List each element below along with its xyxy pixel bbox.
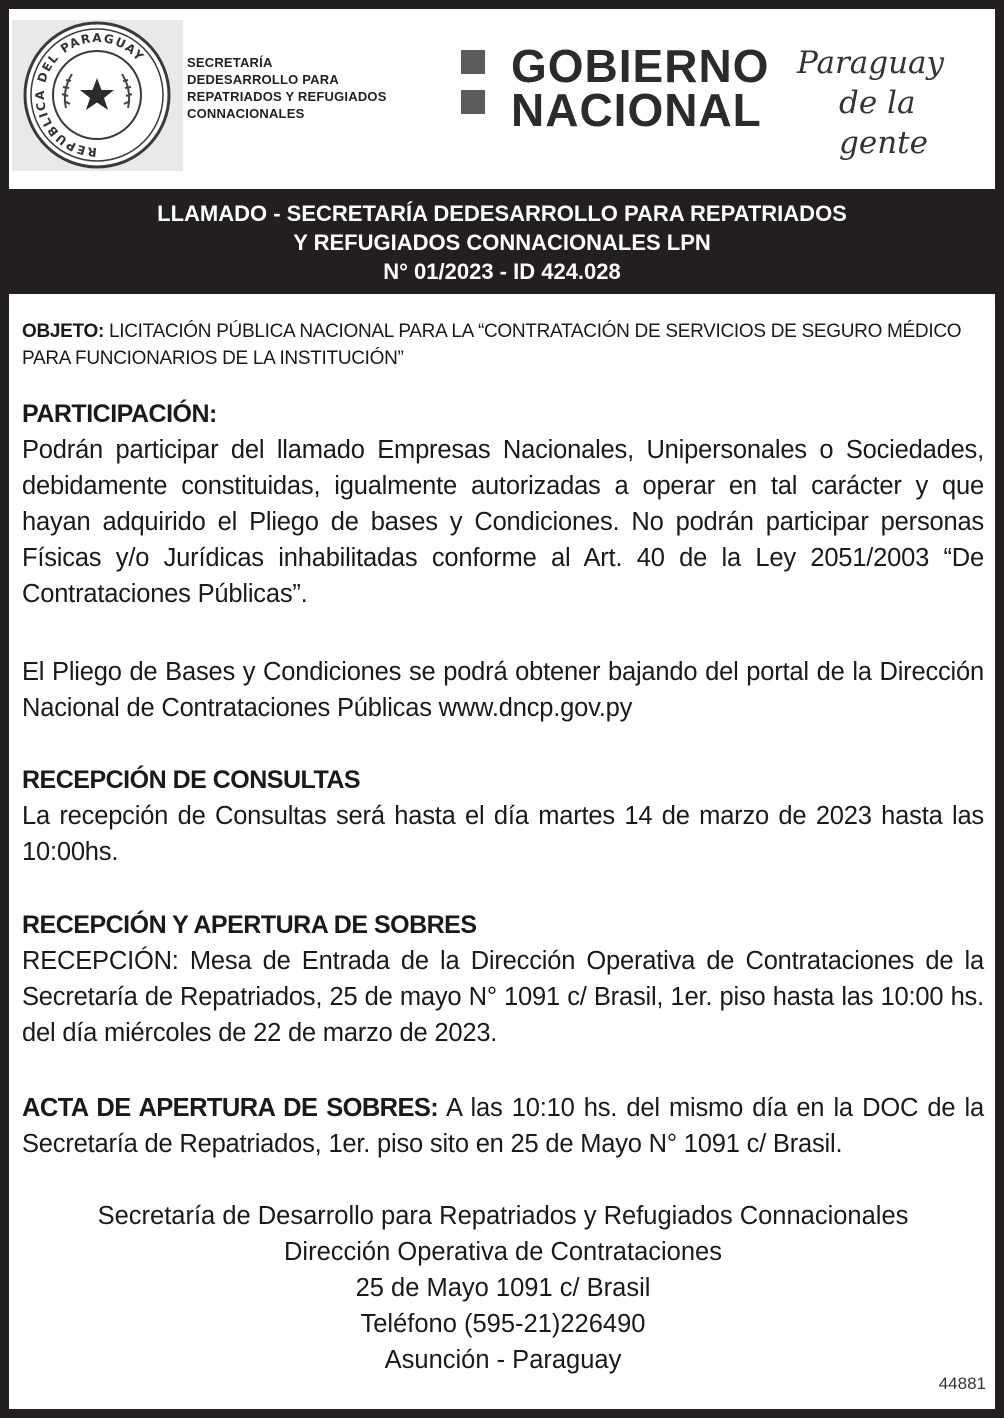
footer-department: Dirección Operativa de Contrataciones (284, 1238, 722, 1266)
title-line-2: Y REFUGIADOS CONNACIONALES LPN (293, 230, 711, 255)
consultas-text: La recepción de Consultas será hasta el día martes 14 de marzo de 2023 hasta las 10:00hs. (22, 802, 984, 866)
apertura-heading: RECEPCIÓN Y APERTURA DE SOBRES (22, 911, 477, 939)
consultas-section (22, 762, 984, 870)
participacion-section (22, 396, 984, 612)
apertura-section (22, 907, 984, 1051)
footer-contact (22, 1198, 984, 1378)
footer-city: Asunción - Paraguay (384, 1346, 622, 1374)
acta-label: ACTA DE APERTURA DE SOBRES: (22, 1094, 439, 1122)
secretaria-name: SECRETARÍA DEDESARROLLO PARA REPATRIADOS Y REFUGIADOS CONNACIONALES (187, 55, 387, 121)
participacion-heading: PARTICIPACIÓN: (22, 400, 217, 428)
seal-ring-text: REPUBLICA DEL PARAGUAY (33, 30, 148, 160)
objeto-section (22, 318, 984, 372)
seal-icon (20, 20, 175, 171)
footer-phone: Teléfono (595-21)226490 (360, 1310, 646, 1338)
gobierno-nacional-logo: GOBIERNO NACIONAL (511, 40, 770, 136)
acta-section (22, 1090, 984, 1162)
gobierno-logo-squares (461, 50, 485, 130)
footer-address: 25 de Mayo 1091 c/ Brasil (355, 1274, 651, 1302)
title-line-1: LLAMADO - SECRETARÍA DEDESARROLLO PARA REPATRIADOS (157, 201, 847, 226)
pliego-paragraph: El Pliego de Bases y Condiciones se podrá obtener bajando del portal de la Dirección Nacional de Contrataciones Públicas www.dncp.gov.py (22, 658, 984, 722)
national-seal (12, 20, 183, 171)
apertura-text: RECEPCIÓN: Mesa de Entrada de la Dirección Operativa de Contrataciones de la Secretaría de Repatriados, 25 de mayo N° 1091 c/ Brasil, 1er. piso hasta las 10:00 hs. del día miércoles de 22 de marzo de 2023. (22, 947, 984, 1047)
title-banner (9, 189, 995, 294)
pliego-section (22, 654, 984, 726)
footer-institution: Secretaría de Desarrollo para Repatriados y Refugiados Connacionales (97, 1202, 909, 1230)
objeto-label: OBJETO: (22, 321, 105, 342)
acta-text: A las 10:10 hs. del mismo día en la DOC de la Secretaría de Repatriados, 1er. piso sito en 25 de Mayo N° 1091 c/ Brasil. (22, 1094, 984, 1158)
header (9, 9, 995, 189)
objeto-text: LICITACIÓN PÚBLICA NACIONAL PARA LA “CONTRATACIÓN DE SERVICIOS DE SEGURO MÉDICO PARA FUNCIONARIOS DE LA INSTITUCIÓN” (22, 321, 962, 369)
title-line-3: N° 01/2023 - ID 424.028 (383, 259, 621, 284)
paraguay-de-la-gente-logo: Paraguay de la gente (797, 45, 945, 161)
ad-code: 44881 (938, 1374, 986, 1393)
consultas-heading: RECEPCIÓN DE CONSULTAS (22, 766, 361, 794)
participacion-paragraph-1: Podrán participar del llamado Empresas Nacionales, Unipersonales o Sociedades, debidamente constituidas, igualmente autorizadas a operar en tal carácter y que hayan adquirido el Pliego de bases y Condiciones. No podrán participar personas Físicas y/o Jurídicas inhabilitadas conforme al Art. 40 de la Ley 2051/2003 “De Contrataciones Públicas”. (22, 436, 984, 608)
